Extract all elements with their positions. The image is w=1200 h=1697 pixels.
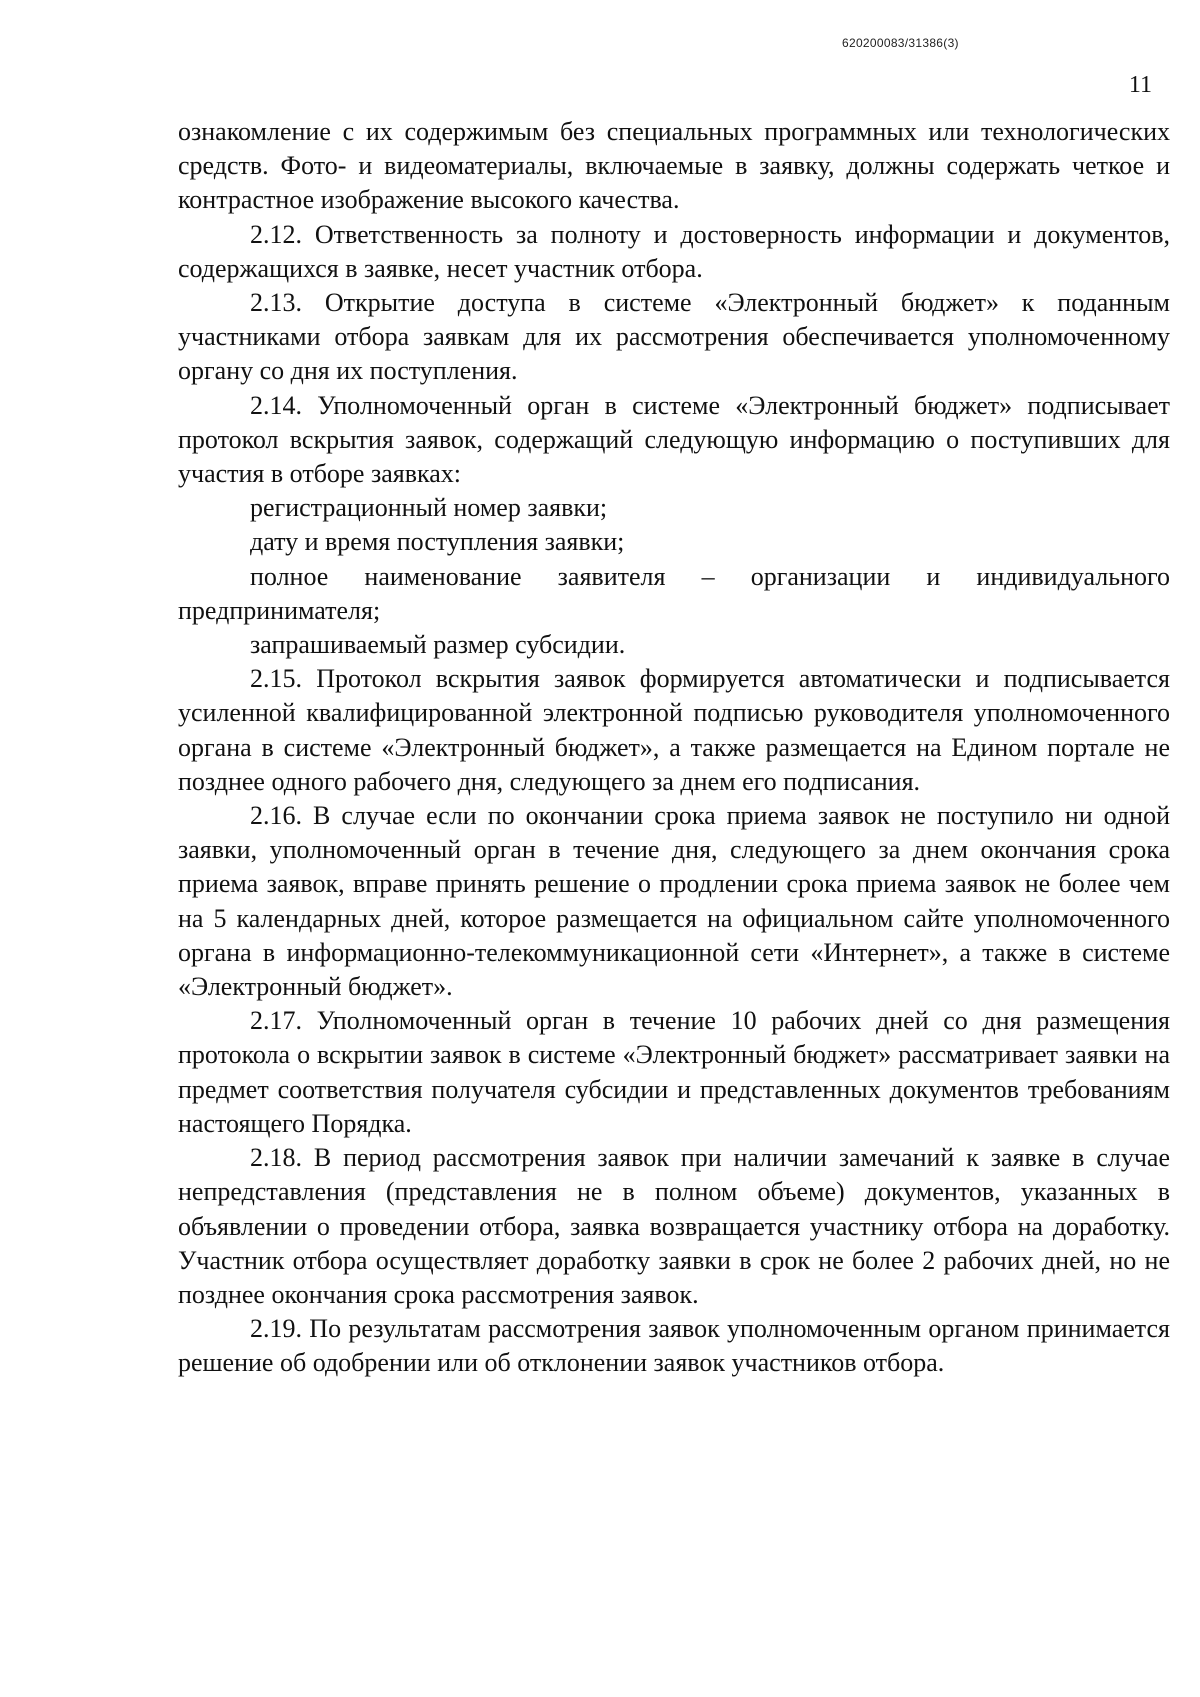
list-item-date-time: дату и время поступления заявки; <box>250 527 625 557</box>
paragraph-2-14: 2.14. Уполномоченный орган в системе «Электронный бюджет» подписывает протокол вскрытия заявок, содержащий следующую информацию о поступивших для участия в отборе заявках: <box>178 390 1170 489</box>
paragraph-2-13: 2.13. Открытие доступа в системе «Электронный бюджет» к поданным участниками отбора заявкам для их рассмотрения обеспечивается уполномоченному органу со дня их поступления. <box>178 288 1170 386</box>
list-item-subsidy-amount: запрашиваемый размер субсидии. <box>250 630 626 660</box>
paragraph-2-19: 2.19. По результатам рассмотрения заявок уполномоченным органом принимается решение об одобрении или об отклонении заявок участников отбора. <box>178 1314 1170 1378</box>
paragraph-continuation: ознакомление с их содержимым без специальных программных или технологических средств. Фото- и видеоматериалы, включаемые в заявку, должны содержать четкое и контрастное изображение высокого качества. <box>178 117 1170 215</box>
list-item-applicant-name: полное наименование заявителя – организации и индивидуального предпринимателя; <box>178 561 1170 625</box>
paragraph-2-12: 2.12. Ответственность за полноту и достоверность информации и документов, содержащихся в заявке, несет участник отбора. <box>178 219 1170 283</box>
document-body <box>178 115 1170 1381</box>
page-number: 11 <box>1128 72 1152 98</box>
paragraph-2-15: 2.15. Протокол вскрытия заявок формируется автоматически и подписывается усиленной квалифицированной электронной подписью руководителя уполномоченного органа в системе «Электронный бюджет», а также размещается на Едином портале не позднее одного рабочего дня, следующего за днем его подписания. <box>178 664 1170 796</box>
list-item-registration-number: регистрационный номер заявки; <box>250 493 608 523</box>
paragraph-2-17: 2.17. Уполномоченный орган в течение 10 рабочих дней со дня размещения протокола о вскрытии заявок в системе «Электронный бюджет» рассматривает заявки на предмет соответствия получателя субсидии и представленных документов требованиям настоящего Порядка. <box>178 1006 1170 1138</box>
document-id: 620200083/31386(3) <box>842 36 959 50</box>
paragraph-2-16: 2.16. В случае если по окончании срока приема заявок не поступило ни одной заявки, уполномоченный орган в течение дня, следующего за днем окончания срока приема заявок, вправе принять решение о продлении срока приема заявок не более чем на 5 календарных дней, которое размещается на официальном сайте уполномоченного органа в информационно-телекоммуникационной сети «Интернет», а также в системе «Электронный бюджет». <box>178 801 1170 1002</box>
paragraph-2-18: 2.18. В период рассмотрения заявок при наличии замечаний к заявке в случае непредставления (представления не в полном объеме) документов, указанных в объявлении о проведении отбора, заявка возвращается участнику отбора на доработку. Участник отбора осуществляет доработку заявки в срок не более 2 рабочих дней, но не позднее окончания срока рассмотрения заявок. <box>178 1143 1170 1309</box>
